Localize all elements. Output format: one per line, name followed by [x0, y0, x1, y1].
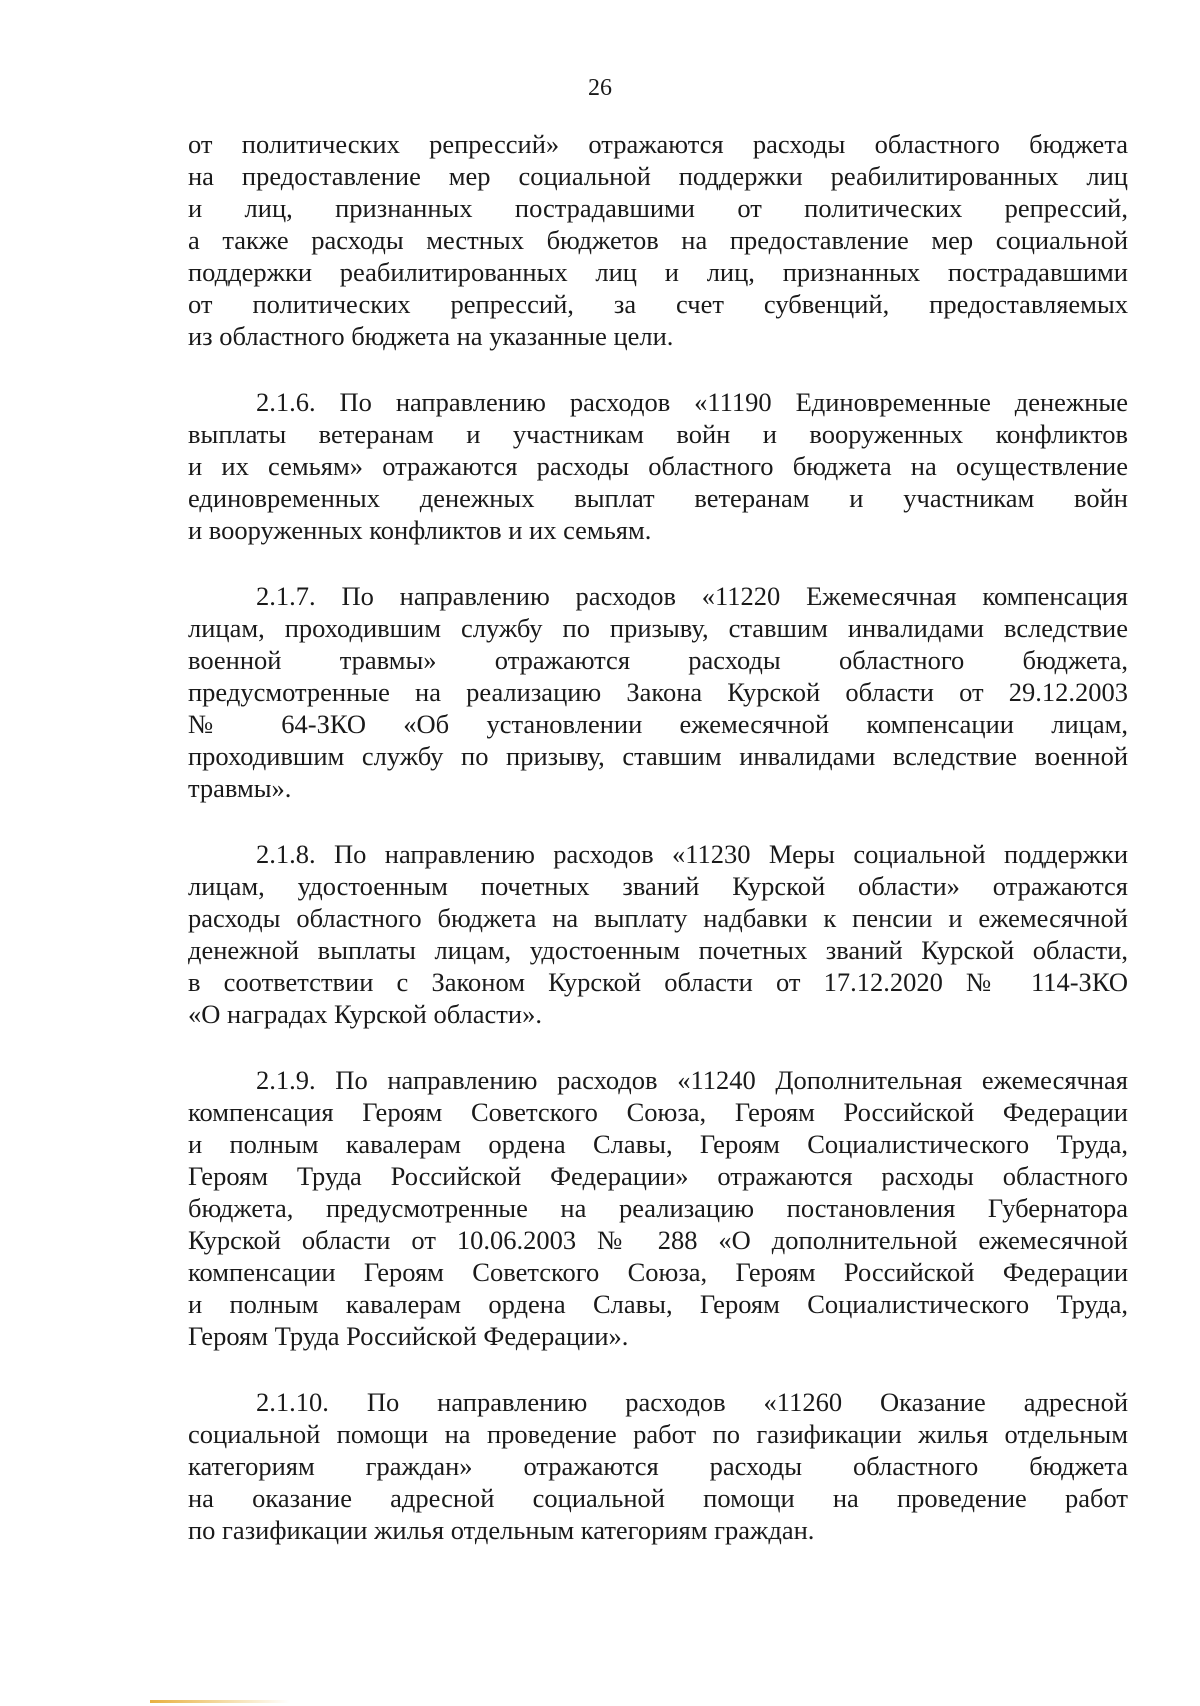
text-line: социальной помощи на проведение работ по газификации жилья отдельным — [188, 1419, 1128, 1449]
text-line: № 64-ЗКО «Об установлении ежемесячной компенсации лицам, — [188, 709, 1128, 739]
text-line: 2.1.9. По направлению расходов «11240 Дополнительная ежемесячная — [256, 1065, 1128, 1095]
text-line: Героям Труда Российской Федерации». — [188, 1321, 629, 1351]
text-line: 2.1.8. По направлению расходов «11230 Меры социальной поддержки — [256, 839, 1128, 869]
page-number: 26 — [588, 75, 612, 101]
paragraph-2-1-6 — [188, 386, 1128, 546]
text-line: 2.1.6. По направлению расходов «11190 Единовременные денежные — [256, 387, 1128, 417]
text-line: Героям Труда Российской Федерации» отражаются расходы областного — [188, 1161, 1128, 1191]
text-line: от политических репрессий, за счет субвенций, предоставляемых — [188, 289, 1128, 319]
paragraph-continuation — [188, 128, 1128, 352]
text-line: по газификации жилья отдельным категориям граждан. — [188, 1515, 815, 1545]
text-line: и их семьям» отражаются расходы областного бюджета на осуществление — [188, 451, 1128, 481]
paragraph-2-1-9 — [188, 1064, 1128, 1352]
text-line: компенсации Героям Советского Союза, Героям Российской Федерации — [188, 1257, 1128, 1287]
text-line: компенсация Героям Советского Союза, Героям Российской Федерации — [188, 1097, 1128, 1127]
text-line: единовременных денежных выплат ветеранам и участникам войн — [188, 483, 1128, 513]
text-line: а также расходы местных бюджетов на предоставление мер социальной — [188, 225, 1128, 255]
text-line: лицам, проходившим службу по призыву, ставшим инвалидами вследствие — [188, 613, 1128, 643]
text-line: поддержки реабилитированных лиц и лиц, признанных пострадавшими — [188, 257, 1128, 287]
text-line: 2.1.10. По направлению расходов «11260 Оказание адресной — [256, 1387, 1128, 1417]
text-line: бюджета, предусмотренные на реализацию постановления Губернатора — [188, 1193, 1128, 1223]
document-body — [188, 128, 1128, 1580]
text-line: категориям граждан» отражаются расходы областного бюджета — [188, 1451, 1128, 1481]
paragraph-2-1-7 — [188, 580, 1128, 804]
text-line: 2.1.7. По направлению расходов «11220 Ежемесячная компенсация — [256, 581, 1128, 611]
text-line: травмы». — [188, 773, 292, 803]
text-line: на предоставление мер социальной поддержки реабилитированных лиц — [188, 161, 1128, 191]
text-line: и лиц, признанных пострадавшими от политических репрессий, — [188, 193, 1128, 223]
text-line: в соответствии с Законом Курской области от 17.12.2020 № 114-ЗКО — [188, 967, 1128, 997]
text-line: из областного бюджета на указанные цели. — [188, 321, 674, 351]
text-line: и полным кавалерам ордена Славы, Героям Социалистического Труда, — [188, 1289, 1128, 1319]
text-line: «О наградах Курской области». — [188, 999, 542, 1029]
text-line: военной травмы» отражаются расходы областного бюджета, — [188, 645, 1128, 675]
text-line: на оказание адресной социальной помощи на проведение работ — [188, 1483, 1128, 1513]
paragraph-2-1-10 — [188, 1386, 1128, 1546]
text-line: денежной выплаты лицам, удостоенным почетных званий Курской области, — [188, 935, 1128, 965]
text-line: предусмотренные на реализацию Закона Курской области от 29.12.2003 — [188, 677, 1128, 707]
text-line: расходы областного бюджета на выплату надбавки к пенсии и ежемесячной — [188, 903, 1128, 933]
text-line: лицам, удостоенным почетных званий Курской области» отражаются — [188, 871, 1128, 901]
text-line: проходившим службу по призыву, ставшим инвалидами вследствие военной — [188, 741, 1128, 771]
paragraph-2-1-8 — [188, 838, 1128, 1030]
text-line: выплаты ветеранам и участникам войн и вооруженных конфликтов — [188, 419, 1128, 449]
scan-edge-mark — [150, 1700, 290, 1703]
text-line: и вооруженных конфликтов и их семьям. — [188, 515, 652, 545]
text-line: от политических репрессий» отражаются расходы областного бюджета — [188, 129, 1128, 159]
text-line: и полным кавалерам ордена Славы, Героям Социалистического Труда, — [188, 1129, 1128, 1159]
text-line: Курской области от 10.06.2003 № 288 «О дополнительной ежемесячной — [188, 1225, 1128, 1255]
